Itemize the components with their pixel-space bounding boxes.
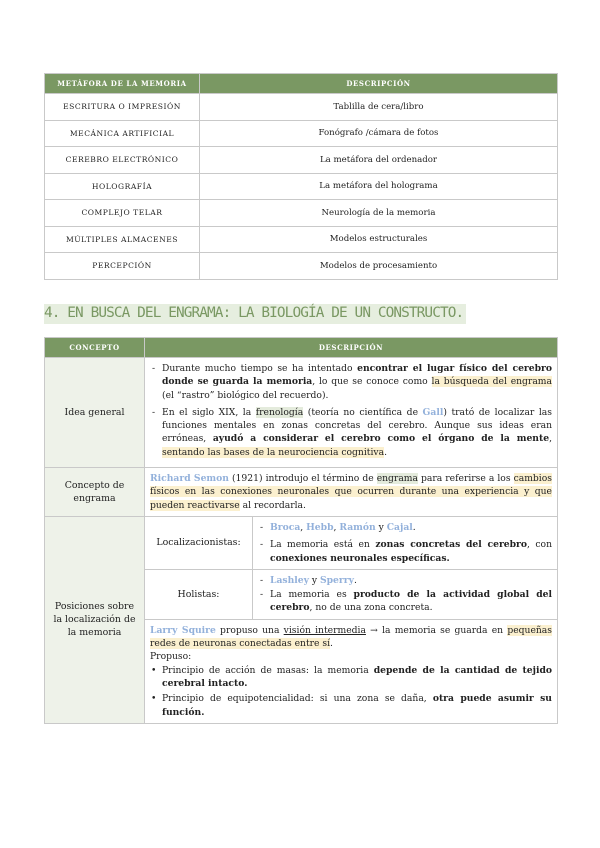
concept-label: Posiciones sobre la localización de la memoria: [45, 516, 145, 723]
highlighted-text: cambios físicos en las conexiones neuronales que ocurren durante una experiencia y que pueden reactivarse: [150, 473, 552, 511]
section-heading: [44, 305, 464, 321]
text: Principio de acción de masas: la memoria: [162, 664, 374, 676]
person-name: Larry Squire: [150, 624, 216, 636]
list-item: [258, 521, 552, 534]
text: La memoria está en: [270, 539, 376, 551]
metaphor-cell: HOLOGRAFÍA: [45, 173, 200, 200]
text: En el siglo XIX, la: [162, 406, 256, 418]
metaphor-cell: ESCRITURA O IMPRESIÓN: [45, 94, 200, 121]
bullet-list: [150, 664, 552, 719]
text: ) trató de localizar las funciones mentales en zonas concretas del cerebro. Aunque sus ideas eran erróneas,: [162, 406, 552, 445]
person-name: Lashley: [270, 574, 309, 586]
text: (el “rastro” biológico del recuerdo).: [162, 389, 329, 401]
bullet-list: [258, 521, 552, 565]
text: , lo que se conoce como: [312, 376, 432, 388]
bullet-list: [258, 574, 552, 615]
concept-label: Idea general: [45, 358, 145, 468]
highlighted-text: frenología: [255, 406, 304, 418]
column-header-description: DESCRIPCIÓN: [200, 74, 558, 94]
text: y: [375, 521, 387, 533]
description-cell: Modelos estructurales: [200, 226, 558, 253]
person-name: Hebb: [306, 521, 334, 533]
text: (teoría no científica de: [303, 406, 423, 418]
text: .: [353, 574, 357, 586]
description-cell: Fonógrafo /cámara de fotos: [200, 120, 558, 147]
concept-description: [145, 468, 558, 517]
column-header-description: DESCRIPCIÓN: [145, 338, 558, 358]
table-row-idea-general: [45, 358, 558, 468]
list-item: [258, 588, 552, 615]
metaphor-cell: CEREBRO ELECTRÓNICO: [45, 147, 200, 174]
bold-text: encontrar el lugar físico del cerebro donde se guarda la memoria: [162, 363, 552, 388]
text: al recordarla.: [239, 499, 306, 511]
column-header-concept: CONCEPTO: [45, 338, 145, 358]
description-cell: Neurología de la memoria: [200, 200, 558, 227]
list-item: [150, 664, 552, 691]
bold-text: conexiones neuronales específicas.: [270, 552, 450, 564]
table-row: [45, 120, 558, 147]
highlighted-text: pequeñas redes de neuronas conectadas entre sí: [150, 624, 552, 650]
table-row: [45, 94, 558, 121]
paragraph: Propuso:: [150, 651, 192, 663]
table-row-concepto-engrama: [45, 468, 558, 517]
text: y: [308, 574, 320, 586]
table-header-row: [45, 74, 558, 94]
text: Durante mucho tiempo se ha intentado: [162, 363, 358, 374]
table-row: [45, 200, 558, 227]
engram-concepts-table: [44, 337, 558, 724]
table-row: [45, 147, 558, 174]
text: .: [330, 638, 333, 650]
person-name: Cajal: [386, 521, 413, 533]
underlined-text: visión intermedia: [283, 624, 366, 636]
person-name: Sperry: [320, 574, 354, 586]
description-cell: La metáfora del holograma: [200, 173, 558, 200]
metaphor-cell: PERCEPCIÓN: [45, 253, 200, 280]
list-item: [150, 362, 552, 402]
description-cell: La metáfora del ordenador: [200, 147, 558, 174]
subconcept-label: Holistas:: [145, 569, 253, 619]
list-item: [258, 538, 552, 565]
text: ,: [333, 521, 340, 533]
text: , no de una zona concreta.: [309, 602, 433, 614]
subconcept-label: Localizacionistas:: [145, 516, 253, 569]
text: , con: [527, 539, 553, 551]
table-row: [45, 253, 558, 280]
text: ,: [300, 521, 307, 533]
memory-metaphors-table: [44, 73, 558, 280]
person-name: Broca: [270, 521, 301, 533]
text: para referirse a los: [417, 473, 514, 485]
table-row: [45, 226, 558, 253]
subconcept-description: [253, 569, 558, 619]
table-row-localizacionistas: [45, 516, 558, 569]
list-item: [258, 574, 552, 587]
bold-text: producto de la actividad global del cerebro: [270, 589, 552, 614]
text: ,: [549, 433, 552, 445]
metaphor-cell: COMPLEJO TELAR: [45, 200, 200, 227]
table-row: [45, 173, 558, 200]
text: (1921) introdujo el término de: [228, 473, 377, 485]
list-item: [150, 406, 552, 459]
list-item: [150, 692, 552, 719]
concept-description: [145, 358, 558, 468]
bold-text: otra puede asumir su función.: [162, 693, 552, 718]
bold-text: depende de la cantidad de tejido cerebral intacto.: [162, 664, 552, 689]
text: → la memoria se guarda en: [365, 624, 508, 636]
person-name: Richard Semon: [150, 473, 229, 485]
text: propuso una: [215, 624, 284, 636]
squire-description: [145, 619, 558, 723]
bullet-list: [150, 362, 552, 459]
metaphor-cell: MECÁNICA ARTIFICIAL: [45, 120, 200, 147]
subconcept-description: [253, 516, 558, 569]
description-cell: Tablilla de cera/libro: [200, 94, 558, 121]
table-header-row: [45, 338, 558, 358]
bold-text: ayudó a considerar el cerebro como el órgano de la mente: [212, 433, 550, 445]
description-cell: Modelos de procesamiento: [200, 253, 558, 280]
text: La memoria es: [270, 589, 354, 601]
highlighted-text: la búsqueda del engrama: [431, 376, 552, 388]
metaphor-cell: MÚLTIPLES ALMACENES: [45, 226, 200, 253]
bold-text: zonas concretas del cerebro: [375, 539, 528, 551]
column-header-metaphor: METÁFORA DE LA MEMORIA: [45, 74, 200, 94]
highlighted-text: sentando las bases de la neurociencia cognitiva: [162, 446, 385, 458]
highlighted-text: engrama: [376, 473, 418, 485]
person-name: Gall: [422, 406, 444, 418]
person-name: Ramón: [339, 521, 376, 533]
text: Principio de equipotencialidad: si una zona se daña,: [162, 693, 433, 705]
paragraph: [150, 624, 552, 651]
text: .: [412, 521, 416, 533]
section-heading-text: 4. EN BUSCA DEL ENGRAMA: LA BIOLOGÍA DE UN CONSTRUCTO.: [44, 304, 466, 324]
concept-label: Concepto de engrama: [45, 468, 145, 517]
text: .: [384, 446, 388, 458]
